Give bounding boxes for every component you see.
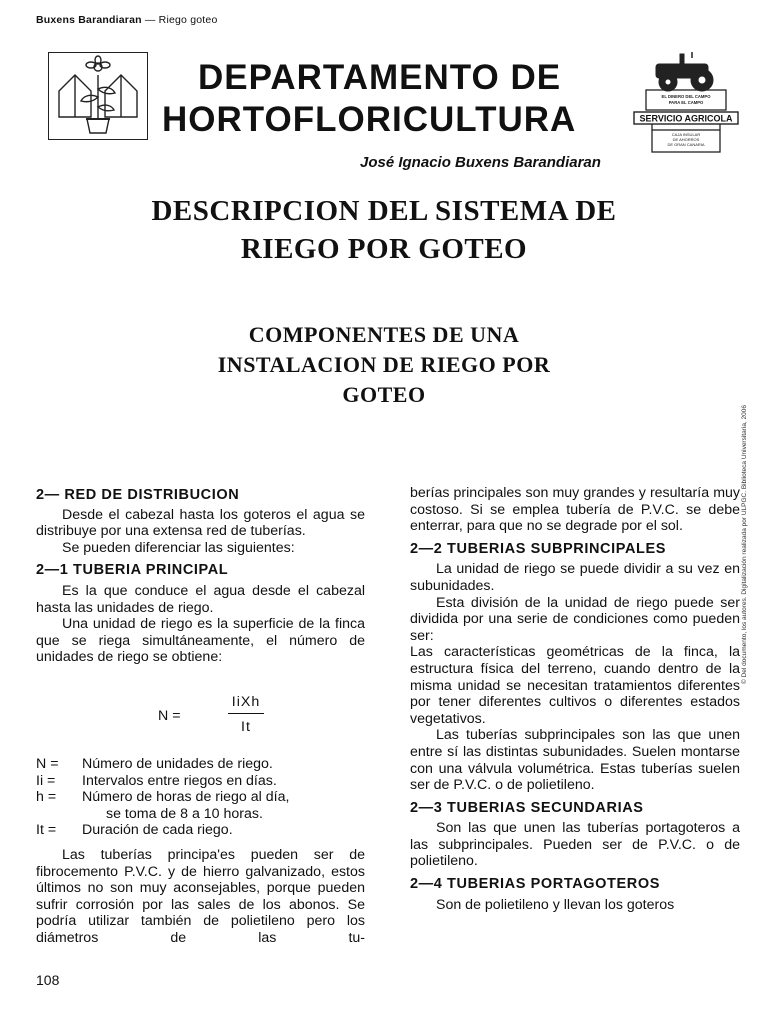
paragraph: Las tuberías subprincipales son las que unen entre sí las distintas subunidades. Suelen montarse con una válvula volumétrica. Estas tuberías suelen ser de P.V.C. o de polietileno. — [410, 727, 740, 794]
section-title-line1: COMPONENTES DE UNA — [248, 322, 520, 347]
definition-symbol: h = — [36, 789, 57, 806]
section-title-line3: GOTEO — [342, 382, 426, 407]
department-logo — [48, 52, 148, 140]
formula-numerator: IiXh — [231, 693, 261, 710]
section-title — [0, 320, 768, 410]
paragraph: berías principales son muy grandes y resultaría muy costoso. Si se emplea tubería de P.V.C. se debe enterrar, para que no se degrade por el sol. — [410, 485, 740, 535]
running-head — [36, 14, 217, 26]
paragraph: Una unidad de riego es la superficie de la finca que se riega simultáneamente, el número de unidades de riego se obtiene: — [36, 616, 365, 666]
running-head-author: Buxens Barandiaran — [36, 14, 142, 26]
heading-red-distribucion: 2— RED DE DISTRIBUCION — [36, 487, 240, 503]
formula-lhs: N = — [158, 707, 181, 724]
formula — [36, 686, 365, 756]
definition-item — [36, 773, 365, 790]
paragraph: Son las que unen las tuberías portagoteros a las subprincipales. Pueden ser de P.V.C. o de polietileno. — [410, 820, 740, 870]
running-head-topic: Riego goteo — [158, 14, 218, 26]
tractor-badge-icon — [632, 50, 740, 154]
logo-bottom-text-3: DE GRAN CANARIA — [667, 142, 705, 147]
heading-tuberias-secundarias: 2—3 TUBERIAS SECUNDARIAS — [410, 799, 644, 816]
main-title-line1: DESCRIPCION DEL SISTEMA DE — [151, 195, 617, 227]
heading-tuberias-portagoteros: 2—4 TUBERIAS PORTAGOTEROS — [410, 876, 660, 893]
definition-text: Número de horas de riego al día, — [82, 789, 290, 806]
definition-item — [36, 756, 365, 773]
servicio-agricola-logo — [632, 50, 740, 154]
author-byline: José Ignacio Buxens Barandiaran — [360, 154, 601, 171]
paragraph: Esta división de la unidad de riego puede ser dividida por una serie de condiciones como pueden ser: — [410, 594, 740, 644]
heading-tuberia-principal: 2—1 TUBERIA PRINCIPAL — [36, 562, 229, 579]
paragraph: Desde el cabezal hasta los goteros el agua se distribuye por una extensa red de tuberías. — [36, 506, 365, 540]
main-title-line2: RIEGO POR GOTEO — [240, 233, 528, 265]
logo-bottom-text-2: DE AHORROS — [672, 137, 700, 142]
definition-text: Intervalos entre riegos en días. — [82, 772, 277, 789]
formula-denominator: It — [241, 718, 251, 735]
left-column — [36, 485, 365, 946]
paragraph: La unidad de riego se puede dividir a su vez en subunidades. — [410, 561, 740, 594]
definition-continuation: se toma de 8 a 10 horas. — [106, 805, 263, 822]
section-title-line2: INSTALACION DE RIEGO POR — [217, 352, 551, 377]
paragraph: Son de polietileno y llevan los goteros — [436, 896, 675, 913]
logo-top-text-1: EL DINERO DEL CAMPO — [661, 94, 711, 99]
fraction-bar — [228, 713, 264, 714]
main-title — [0, 192, 768, 268]
definition-item — [36, 789, 365, 806]
paragraph: Las tuberías principa'es pueden ser de fibrocemento P.V.C. y de hierro galvanizado, estos últimos no son muy aconsejables, porque pueden sufrir corrosión por las sales de los abonos. Se podría utilizar también de polietileno pero los diámetros de las tu- — [36, 846, 365, 946]
plant-greenhouse-icon — [49, 53, 147, 139]
definition-symbol: Ii = — [36, 772, 56, 789]
definition-symbol: It = — [36, 822, 57, 839]
paragraph: Las características geométricas de la finca, la estructura física del terreno, cuando dentro de la misma unidad se necesitan tratamientos diferentes por tener diferentes cultivos o diferentes estados vegetativos. — [410, 644, 740, 727]
copyright-side-note: © Del documento, los autores. Digitalización realizada por ULPGC. Biblioteca Universitaria, 2006 — [741, 404, 748, 684]
definition-text: Número de unidades de riego. — [82, 755, 273, 772]
paragraph: Es la que conduce el agua desde el cabezal hasta las unidades de riego. — [36, 582, 365, 616]
heading-tuberias-subprincipales: 2—2 TUBERIAS SUBPRINCIPALES — [410, 540, 667, 557]
definitions-list — [36, 756, 365, 839]
definition-item — [36, 822, 365, 839]
running-head-separator: — — [141, 14, 159, 26]
logo-band-text: SERVICIO AGRICOLA — [639, 113, 733, 124]
department-title-line1: DEPARTAMENTO DE — [198, 58, 562, 97]
logo-top-text-2: PARA EL CAMPO — [668, 100, 704, 105]
paragraph: Se pueden diferenciar las siguientes: — [62, 539, 295, 556]
logo-bottom-text-1: CAJA INSULAR — [671, 132, 701, 137]
right-column — [410, 485, 740, 913]
definition-text: Duración de cada riego. — [82, 822, 233, 839]
department-title-line2: HORTOFLORICULTURA — [162, 100, 577, 139]
page-number: 108 — [36, 972, 60, 988]
definition-symbol: N = — [36, 755, 59, 772]
